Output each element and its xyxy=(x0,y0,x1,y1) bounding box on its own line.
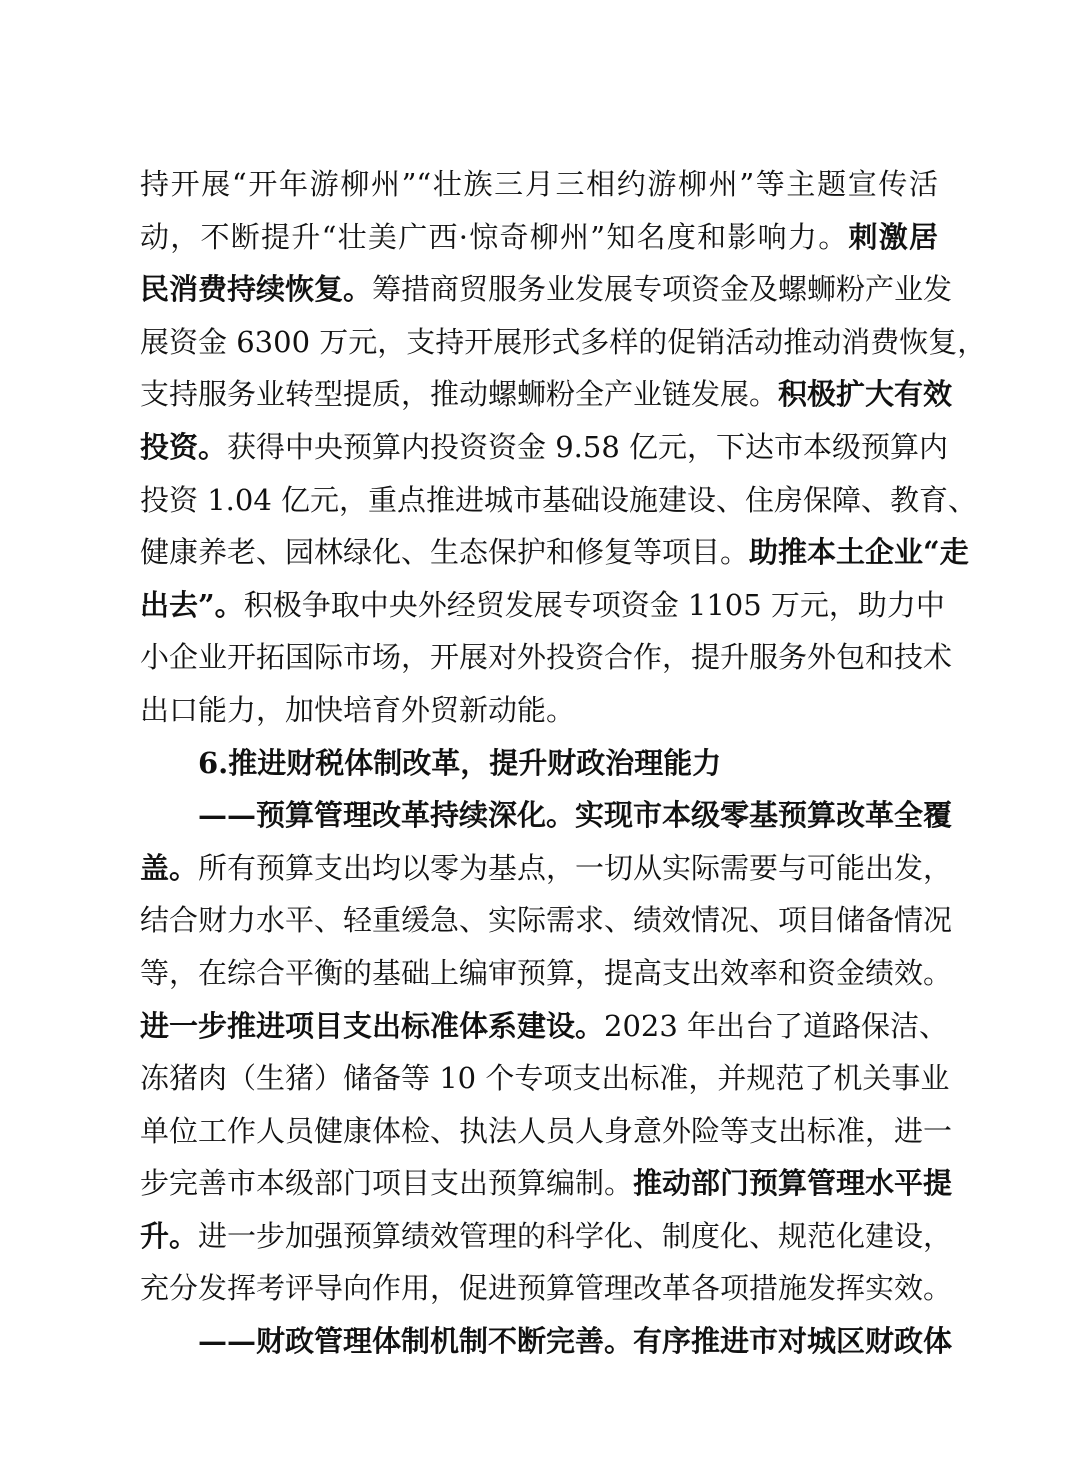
bold-text-segment: 出去”。 xyxy=(140,587,244,622)
text-line xyxy=(140,1315,953,1368)
text-segment: 单位工作人员健康体检、执法人员人身意外险等支出标准，进一 xyxy=(140,1113,953,1148)
text-line xyxy=(140,368,953,421)
bold-text-segment: 刺激居 xyxy=(848,219,938,254)
text-segment: 支持服务业转型提质，推动螺蛳粉全产业链发展。 xyxy=(140,377,779,412)
bold-text-segment: ——预算管理改革持续深化。实现市本级零基预算改革全覆 xyxy=(198,798,953,833)
text-line xyxy=(140,947,953,1000)
text-segment: 结合财力水平、轻重缓急、实际需求、绩效情况、项目储备情况 xyxy=(140,903,953,938)
text-line xyxy=(140,158,938,211)
text-line xyxy=(140,1105,953,1158)
text-line xyxy=(140,1210,953,1263)
text-segment: 2023 年出台了道路保洁、 xyxy=(604,1008,949,1043)
text-line xyxy=(140,1157,953,1210)
text-segment: 动，不断提升“壮美广西·惊奇柳州”知名度和影响力。 xyxy=(140,219,849,254)
text-line xyxy=(140,526,969,579)
bold-text-segment: 民消费持续恢复。 xyxy=(140,272,373,307)
bold-text-segment: 进一步推进项目支出标准体系建设。 xyxy=(140,1008,605,1043)
bold-text-segment: 积极扩大有效 xyxy=(778,377,953,412)
bold-text-segment: 6.推进财税体制改革，提升财政治理能力 xyxy=(198,745,722,780)
text-segment: 充分发挥考评导向作用，促进预算管理改革各项措施发挥实效。 xyxy=(140,1271,953,1306)
text-segment: 筹措商贸服务业发展专项资金及螺蛳粉产业发 xyxy=(372,272,953,307)
text-line xyxy=(140,263,953,316)
text-line xyxy=(140,737,938,790)
text-segment: 健康养老、园林绿化、生态保护和修复等项目。 xyxy=(140,535,750,570)
text-line xyxy=(140,631,953,684)
text-line xyxy=(140,894,953,947)
body-text xyxy=(140,158,987,1368)
text-segment: 投资 1.04 亿元，重点推进城市基础设施建设、住房保障、教育、 xyxy=(140,482,978,517)
text-line xyxy=(140,474,978,527)
bold-text-segment: 助推本土企业“走 xyxy=(749,535,969,570)
text-segment: 冻猪肉（生猪）储备等 10 个专项支出标准，并规范了机关事业 xyxy=(140,1061,950,1096)
text-segment: 进一步加强预算绩效管理的科学化、制度化、规范化建设， xyxy=(198,1218,953,1253)
text-segment: 持开展“开年游柳州”“壮族三月三相约游柳州”等主题宣传活 xyxy=(140,167,938,201)
bold-text-segment: 投资。 xyxy=(140,429,228,464)
text-line xyxy=(140,421,949,474)
text-line xyxy=(140,1052,950,1105)
text-line xyxy=(140,211,938,264)
text-line xyxy=(140,684,938,737)
text-line xyxy=(140,579,945,632)
text-segment: 等，在综合平衡的基础上编审预算，提高支出效率和资金绩效。 xyxy=(140,955,953,990)
text-segment: 出口能力，加快培育外贸新动能。 xyxy=(140,692,576,727)
bold-text-segment: ——财政管理体制机制不断完善。有序推进市对城区财政体 xyxy=(198,1324,953,1359)
text-segment: 步完善市本级部门项目支出预算编制。 xyxy=(140,1166,634,1201)
bold-text-segment: 推动部门预算管理水平提 xyxy=(633,1166,953,1201)
text-segment: 积极争取中央外经贸发展专项资金 1105 万元，助力中 xyxy=(243,587,945,622)
bold-text-segment: 升。 xyxy=(140,1218,199,1253)
text-segment: 展资金 6300 万元，支持开展形式多样的促销活动推动消费恢复， xyxy=(140,324,987,359)
text-line xyxy=(140,1000,949,1053)
text-line xyxy=(140,1262,953,1315)
text-segment: 所有预算支出均以零为基点，一切从实际需要与可能出发， xyxy=(198,850,953,885)
text-segment: 小企业开拓国际市场，开展对外投资合作，提升服务外包和技术 xyxy=(140,640,953,675)
bold-text-segment: 盖。 xyxy=(140,850,199,885)
text-line xyxy=(140,316,987,369)
text-line xyxy=(140,789,953,842)
text-segment: 获得中央预算内投资资金 9.58 亿元，下达市本级预算内 xyxy=(227,429,949,464)
text-line xyxy=(140,842,953,895)
